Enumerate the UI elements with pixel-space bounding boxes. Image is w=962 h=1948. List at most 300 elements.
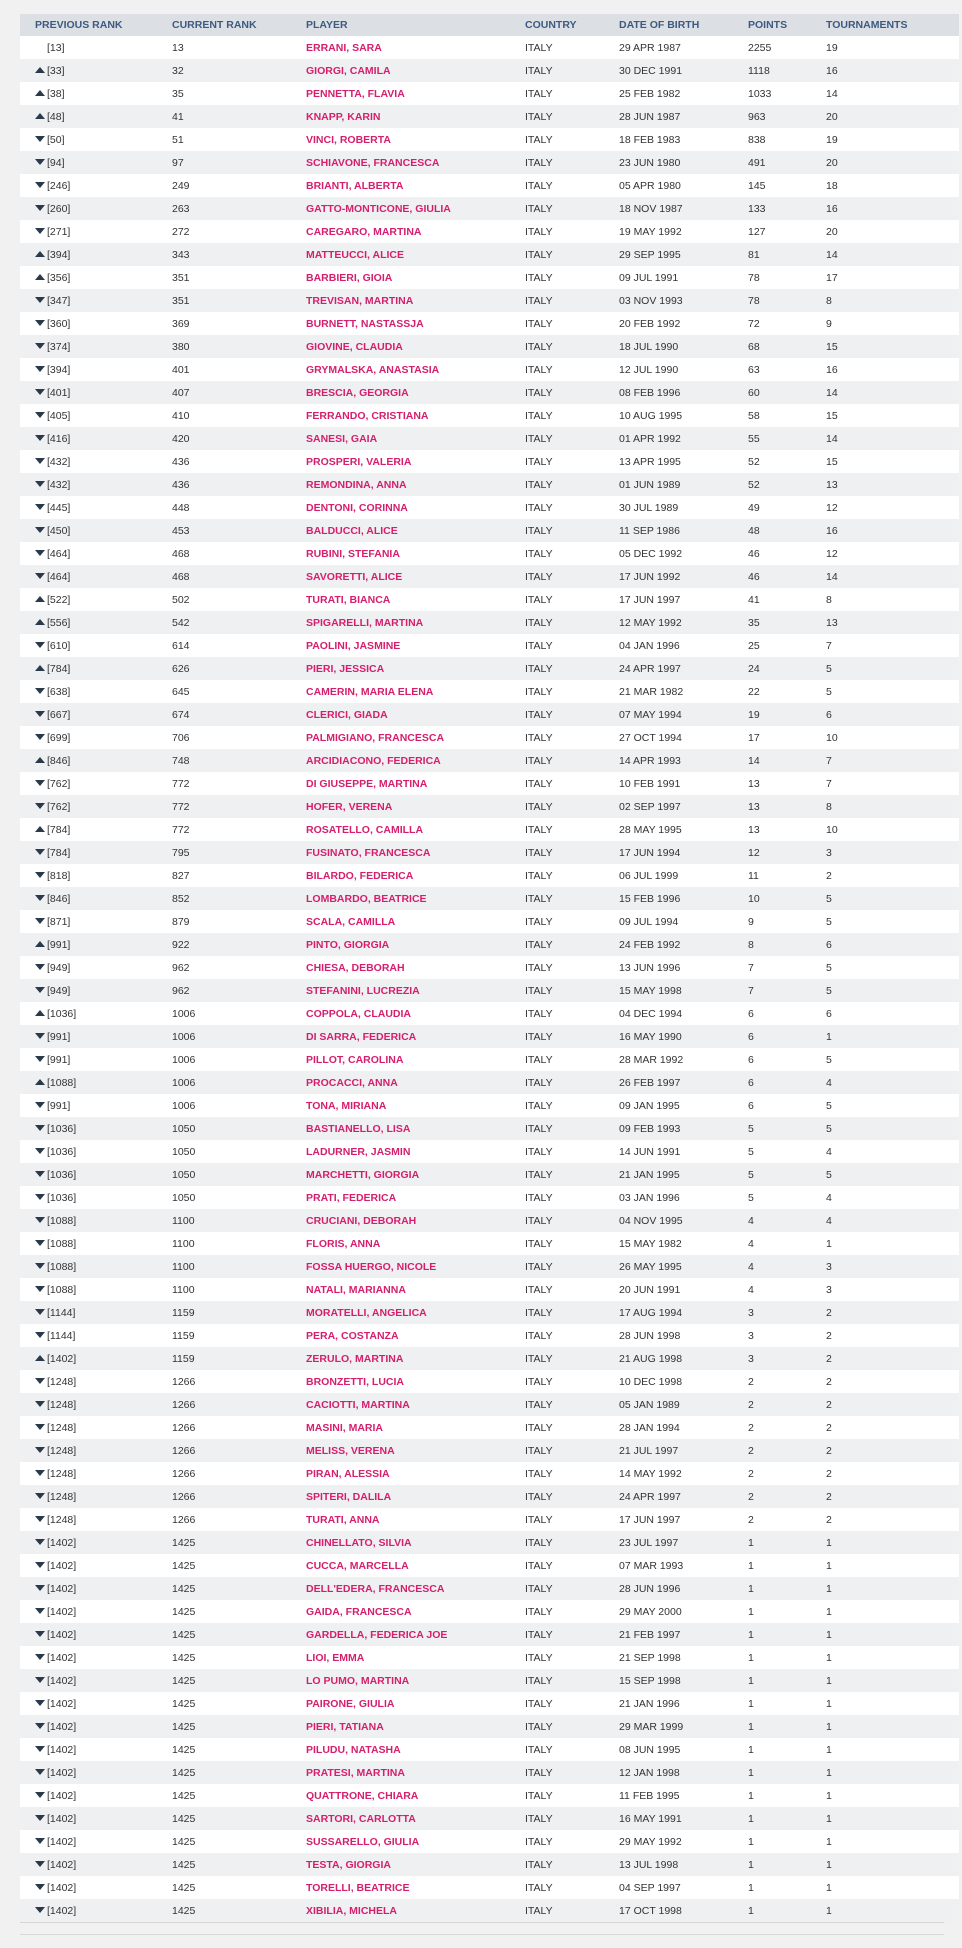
player-cell: [306, 381, 525, 404]
current-rank-cell: 1425: [172, 1646, 306, 1669]
country-cell: ITALY: [525, 1140, 619, 1163]
previous-rank-value: [1402]: [47, 1766, 77, 1779]
table-row: [20, 1416, 959, 1439]
country-cell: ITALY: [525, 105, 619, 128]
country-cell: ITALY: [525, 933, 619, 956]
country-cell: ITALY: [525, 1554, 619, 1577]
previous-rank-cell: [20, 795, 172, 818]
player-link[interactable]: XIBILIA, MICHELA: [306, 1904, 397, 1917]
tournaments-cell: 12: [826, 496, 959, 519]
points-cell: 1: [748, 1853, 826, 1876]
table-row: [20, 1255, 959, 1278]
player-link[interactable]: BARBIERI, GIOIA: [306, 271, 393, 284]
table-row: [20, 36, 959, 59]
previous-rank-value: [1248]: [47, 1513, 77, 1526]
player-link[interactable]: FERRANDO, CRISTIANA: [306, 409, 429, 422]
rank-down-arrow-icon: [35, 1585, 45, 1591]
rank-down-arrow-icon: [35, 688, 45, 694]
player-link[interactable]: FUSINATO, FRANCESCA: [306, 846, 431, 859]
table-row: [20, 59, 959, 82]
previous-rank-cell: [20, 1393, 172, 1416]
current-rank-cell: 468: [172, 542, 306, 565]
date-of-birth-cell: 29 MAY 1992: [619, 1830, 748, 1853]
date-of-birth-cell: 15 MAY 1998: [619, 979, 748, 1002]
player-link[interactable]: ROSATELLO, CAMILLA: [306, 823, 424, 836]
table-row: [20, 703, 959, 726]
player-link[interactable]: GIORGI, CAMILA: [306, 64, 391, 77]
player-cell: [306, 496, 525, 519]
player-link[interactable]: BRESCIA, GEORGIA: [306, 386, 409, 399]
player-cell: [306, 450, 525, 473]
current-rank-cell: 1425: [172, 1669, 306, 1692]
player-link[interactable]: ERRANI, SARA: [306, 41, 382, 54]
date-of-birth-cell: 03 JAN 1996: [619, 1186, 748, 1209]
country-cell: ITALY: [525, 887, 619, 910]
player-link[interactable]: CRUCIANI, DEBORAH: [306, 1214, 417, 1227]
country-cell: ITALY: [525, 1738, 619, 1761]
player-link[interactable]: REMONDINA, ANNA: [306, 478, 407, 491]
player-link[interactable]: MELISS, VERENA: [306, 1444, 395, 1457]
date-of-birth-cell: 30 DEC 1991: [619, 59, 748, 82]
current-rank-cell: 51: [172, 128, 306, 151]
table-row: [20, 1117, 959, 1140]
previous-rank-cell: [20, 1876, 172, 1899]
previous-rank-value: [271]: [47, 225, 71, 238]
player-link[interactable]: BURNETT, NASTASSJA: [306, 317, 424, 330]
previous-rank-cell: [20, 933, 172, 956]
country-cell: ITALY: [525, 703, 619, 726]
column-header-tournaments[interactable]: TOURNAMENTS: [826, 14, 959, 36]
player-link[interactable]: PROSPERI, VALERIA: [306, 455, 412, 468]
current-rank-cell: 1266: [172, 1485, 306, 1508]
previous-rank-value: [432]: [47, 455, 71, 468]
player-link[interactable]: GAIDA, FRANCESCA: [306, 1605, 412, 1618]
player-link[interactable]: PINTO, GIORGIA: [306, 938, 390, 951]
player-cell: [306, 864, 525, 887]
player-link[interactable]: FLORIS, ANNA: [306, 1237, 381, 1250]
rank-down-arrow-icon: [35, 1493, 45, 1499]
country-cell: ITALY: [525, 1301, 619, 1324]
player-link[interactable]: PIRAN, ALESSIA: [306, 1467, 390, 1480]
country-cell: ITALY: [525, 611, 619, 634]
tournaments-cell: 15: [826, 404, 959, 427]
current-rank-cell: 1050: [172, 1186, 306, 1209]
player-cell: [306, 151, 525, 174]
tournaments-cell: 7: [826, 749, 959, 772]
date-of-birth-cell: 17 JUN 1997: [619, 1508, 748, 1531]
tournaments-cell: 1: [826, 1692, 959, 1715]
player-link[interactable]: GARDELLA, FEDERICA JOE: [306, 1628, 448, 1641]
table-row: [20, 680, 959, 703]
country-cell: ITALY: [525, 1209, 619, 1232]
tournaments-cell: 9: [826, 312, 959, 335]
player-link[interactable]: SANESI, GAIA: [306, 432, 378, 445]
date-of-birth-cell: 23 JUN 1980: [619, 151, 748, 174]
previous-rank-value: [846]: [47, 754, 71, 767]
player-link[interactable]: CHINELLATO, SILVIA: [306, 1536, 412, 1549]
player-link[interactable]: LO PUMO, MARTINA: [306, 1674, 410, 1687]
current-rank-cell: 1425: [172, 1830, 306, 1853]
current-rank-cell: 542: [172, 611, 306, 634]
date-of-birth-cell: 29 MAY 2000: [619, 1600, 748, 1623]
previous-rank-cell: [20, 1370, 172, 1393]
points-cell: 52: [748, 450, 826, 473]
player-link[interactable]: PROCACCI, ANNA: [306, 1076, 398, 1089]
points-cell: 58: [748, 404, 826, 427]
points-cell: 7: [748, 979, 826, 1002]
table-row: [20, 197, 959, 220]
player-cell: [306, 105, 525, 128]
date-of-birth-cell: 12 MAY 1992: [619, 611, 748, 634]
previous-rank-value: [33]: [47, 64, 65, 77]
player-cell: [306, 979, 525, 1002]
previous-rank-cell: [20, 381, 172, 404]
previous-rank-value: [1402]: [47, 1352, 77, 1365]
previous-rank-value: [1088]: [47, 1283, 77, 1296]
player-link[interactable]: GRYMALSKA, ANASTASIA: [306, 363, 440, 376]
tournaments-cell: 8: [826, 289, 959, 312]
date-of-birth-cell: 20 JUN 1991: [619, 1278, 748, 1301]
player-link[interactable]: SARTORI, CARLOTTA: [306, 1812, 416, 1825]
points-cell: 35: [748, 611, 826, 634]
date-of-birth-cell: 16 MAY 1991: [619, 1807, 748, 1830]
player-link[interactable]: PRATESI, MARTINA: [306, 1766, 405, 1779]
rank-down-arrow-icon: [35, 1677, 45, 1683]
previous-rank-value: [416]: [47, 432, 71, 445]
rank-down-arrow-icon: [35, 136, 45, 142]
player-link[interactable]: CLERICI, GIADA: [306, 708, 388, 721]
date-of-birth-cell: 24 APR 1997: [619, 657, 748, 680]
rank-down-arrow-icon: [35, 550, 45, 556]
player-link[interactable]: BASTIANELLO, LISA: [306, 1122, 411, 1135]
previous-rank-value: [1144]: [47, 1329, 76, 1342]
player-link[interactable]: SCALA, CAMILLA: [306, 915, 396, 928]
player-link[interactable]: STEFANINI, LUCREZIA: [306, 984, 420, 997]
column-header-previous-rank[interactable]: PREVIOUS RANK: [20, 14, 172, 36]
date-of-birth-cell: 21 JAN 1995: [619, 1163, 748, 1186]
points-cell: 1118: [748, 59, 826, 82]
player-link[interactable]: BRIANTI, ALBERTA: [306, 179, 404, 192]
date-of-birth-cell: 16 MAY 1990: [619, 1025, 748, 1048]
player-link[interactable]: SPIGARELLI, MARTINA: [306, 616, 424, 629]
table-row: [20, 1738, 959, 1761]
player-link[interactable]: BALDUCCI, ALICE: [306, 524, 398, 537]
player-link[interactable]: PENNETTA, FLAVIA: [306, 87, 405, 100]
date-of-birth-cell: 03 NOV 1993: [619, 289, 748, 312]
tournaments-cell: 5: [826, 657, 959, 680]
player-link[interactable]: FOSSA HUERGO, NICOLE: [306, 1260, 437, 1273]
player-link[interactable]: DELL'EDERA, FRANCESCA: [306, 1582, 445, 1595]
rank-down-arrow-icon: [35, 1148, 45, 1154]
player-link[interactable]: SUSSARELLO, GIULIA: [306, 1835, 420, 1848]
current-rank-cell: 1100: [172, 1278, 306, 1301]
country-cell: ITALY: [525, 1232, 619, 1255]
tournaments-cell: 1: [826, 1761, 959, 1784]
previous-rank-cell: [20, 1899, 172, 1922]
country-cell: ITALY: [525, 312, 619, 335]
rank-down-arrow-icon: [35, 435, 45, 441]
previous-rank-cell: [20, 243, 172, 266]
previous-rank-cell: [20, 1462, 172, 1485]
player-link[interactable]: TREVISAN, MARTINA: [306, 294, 414, 307]
points-cell: 1: [748, 1623, 826, 1646]
tournaments-cell: 1: [826, 1600, 959, 1623]
player-link[interactable]: ARCIDIACONO, FEDERICA: [306, 754, 441, 767]
current-rank-cell: 1159: [172, 1324, 306, 1347]
player-cell: [306, 1278, 525, 1301]
rank-down-arrow-icon: [35, 1056, 45, 1062]
tournaments-cell: 14: [826, 381, 959, 404]
points-cell: 78: [748, 266, 826, 289]
rank-down-arrow-icon: [35, 1631, 45, 1637]
previous-rank-value: [1402]: [47, 1628, 77, 1641]
column-header-player[interactable]: PLAYER: [306, 14, 525, 36]
points-cell: 46: [748, 542, 826, 565]
current-rank-cell: 436: [172, 473, 306, 496]
points-cell: 1: [748, 1692, 826, 1715]
player-cell: [306, 956, 525, 979]
date-of-birth-cell: 28 MAR 1992: [619, 1048, 748, 1071]
country-cell: ITALY: [525, 634, 619, 657]
rank-down-arrow-icon: [35, 1746, 45, 1752]
tournaments-cell: 2: [826, 864, 959, 887]
player-cell: [306, 427, 525, 450]
current-rank-cell: 674: [172, 703, 306, 726]
previous-rank-cell: [20, 1209, 172, 1232]
table-row: [20, 1186, 959, 1209]
table-row: [20, 496, 959, 519]
previous-rank-value: [1036]: [47, 1007, 77, 1020]
player-cell: [306, 1600, 525, 1623]
rank-down-arrow-icon: [35, 458, 45, 464]
player-link[interactable]: SAVORETTI, ALICE: [306, 570, 403, 583]
tournaments-cell: 6: [826, 933, 959, 956]
rank-down-arrow-icon: [35, 320, 45, 326]
player-cell: [306, 657, 525, 680]
table-row: [20, 1278, 959, 1301]
player-link[interactable]: ZERULO, MARTINA: [306, 1352, 404, 1365]
date-of-birth-cell: 04 SEP 1997: [619, 1876, 748, 1899]
date-of-birth-cell: 28 MAY 1995: [619, 818, 748, 841]
country-cell: ITALY: [525, 1853, 619, 1876]
rank-down-arrow-icon: [35, 1654, 45, 1660]
previous-rank-cell: [20, 1577, 172, 1600]
table-row: [20, 1002, 959, 1025]
player-link[interactable]: DENTONI, CORINNA: [306, 501, 408, 514]
previous-rank-cell: [20, 887, 172, 910]
previous-rank-value: [818]: [47, 869, 71, 882]
points-cell: 133: [748, 197, 826, 220]
country-cell: ITALY: [525, 542, 619, 565]
player-link[interactable]: LIOI, EMMA: [306, 1651, 365, 1664]
previous-rank-cell: [20, 634, 172, 657]
previous-rank-value: [1248]: [47, 1467, 77, 1480]
player-link[interactable]: DI SARRA, FEDERICA: [306, 1030, 417, 1043]
country-cell: ITALY: [525, 128, 619, 151]
tournaments-cell: 14: [826, 243, 959, 266]
player-link[interactable]: CUCCA, MARCELLA: [306, 1559, 409, 1572]
tournaments-cell: 2: [826, 1416, 959, 1439]
player-link[interactable]: SPITERI, DALILA: [306, 1490, 392, 1503]
country-cell: ITALY: [525, 1186, 619, 1209]
table-row: [20, 151, 959, 174]
column-header-date-of-birth[interactable]: DATE OF BIRTH: [619, 14, 748, 36]
player-link[interactable]: CAREGARO, MARTINA: [306, 225, 422, 238]
points-cell: 5: [748, 1163, 826, 1186]
rank-down-arrow-icon: [35, 1470, 45, 1476]
player-link[interactable]: HOFER, VERENA: [306, 800, 393, 813]
date-of-birth-cell: 10 FEB 1991: [619, 772, 748, 795]
table-row: [20, 312, 959, 335]
player-link[interactable]: BRONZETTI, LUCIA: [306, 1375, 404, 1388]
player-link[interactable]: COPPOLA, CLAUDIA: [306, 1007, 411, 1020]
player-link[interactable]: BILARDO, FEDERICA: [306, 869, 414, 882]
current-rank-cell: 1425: [172, 1853, 306, 1876]
previous-rank-cell: [20, 312, 172, 335]
player-cell: [306, 1163, 525, 1186]
player-link[interactable]: LOMBARDO, BEATRICE: [306, 892, 427, 905]
player-link[interactable]: PRATI, FEDERICA: [306, 1191, 397, 1204]
rank-down-arrow-icon: [35, 803, 45, 809]
previous-rank-cell: [20, 1232, 172, 1255]
rank-up-arrow-icon: [35, 596, 45, 602]
date-of-birth-cell: 02 SEP 1997: [619, 795, 748, 818]
current-rank-cell: 1266: [172, 1439, 306, 1462]
player-link[interactable]: NATALI, MARIANNA: [306, 1283, 406, 1296]
column-header-points[interactable]: POINTS: [748, 14, 826, 36]
player-link[interactable]: CACIOTTI, MARTINA: [306, 1398, 410, 1411]
current-rank-cell: 827: [172, 864, 306, 887]
tournaments-cell: 5: [826, 979, 959, 1002]
previous-rank-cell: [20, 1600, 172, 1623]
current-rank-cell: 1425: [172, 1761, 306, 1784]
points-cell: 6: [748, 1048, 826, 1071]
player-link[interactable]: PIERI, JESSICA: [306, 662, 385, 675]
points-cell: 52: [748, 473, 826, 496]
player-link[interactable]: PALMIGIANO, FRANCESCA: [306, 731, 445, 744]
country-cell: ITALY: [525, 1508, 619, 1531]
player-link[interactable]: TURATI, BIANCA: [306, 593, 391, 606]
table-row: [20, 1531, 959, 1554]
country-cell: ITALY: [525, 404, 619, 427]
points-cell: 78: [748, 289, 826, 312]
tournaments-cell: 4: [826, 1071, 959, 1094]
player-link[interactable]: PAOLINI, JASMINE: [306, 639, 401, 652]
player-link[interactable]: SCHIAVONE, FRANCESCA: [306, 156, 440, 169]
player-cell: [306, 1715, 525, 1738]
table-row: [20, 795, 959, 818]
tournaments-cell: 1: [826, 1807, 959, 1830]
previous-rank-value: [522]: [47, 593, 71, 606]
player-cell: [306, 1508, 525, 1531]
rank-down-arrow-icon: [35, 895, 45, 901]
current-rank-cell: 1266: [172, 1508, 306, 1531]
player-link[interactable]: CHIESA, DEBORAH: [306, 961, 405, 974]
previous-rank-value: [38]: [47, 87, 65, 100]
points-cell: 963: [748, 105, 826, 128]
player-cell: [306, 841, 525, 864]
player-link[interactable]: PIERI, TATIANA: [306, 1720, 384, 1733]
country-cell: ITALY: [525, 1577, 619, 1600]
player-cell: [306, 1531, 525, 1554]
country-cell: ITALY: [525, 36, 619, 59]
points-cell: 2: [748, 1370, 826, 1393]
date-of-birth-cell: 24 FEB 1992: [619, 933, 748, 956]
current-rank-cell: 1425: [172, 1784, 306, 1807]
player-link[interactable]: TURATI, ANNA: [306, 1513, 380, 1526]
player-cell: [306, 749, 525, 772]
player-link[interactable]: TORELLI, BEATRICE: [306, 1881, 410, 1894]
column-header-country[interactable]: COUNTRY: [525, 14, 619, 36]
player-link[interactable]: MASINI, MARIA: [306, 1421, 383, 1434]
table-row: [20, 749, 959, 772]
player-link[interactable]: KNAPP, KARIN: [306, 110, 381, 123]
country-cell: ITALY: [525, 473, 619, 496]
current-rank-cell: 772: [172, 795, 306, 818]
country-cell: ITALY: [525, 1485, 619, 1508]
previous-rank-cell: [20, 473, 172, 496]
points-cell: 1: [748, 1738, 826, 1761]
player-link[interactable]: DI GIUSEPPE, MARTINA: [306, 777, 428, 790]
player-link[interactable]: PAIRONE, GIULIA: [306, 1697, 395, 1710]
date-of-birth-cell: 06 JUL 1999: [619, 864, 748, 887]
current-rank-cell: 1006: [172, 1048, 306, 1071]
player-link[interactable]: GATTO-MONTICONE, GIULIA: [306, 202, 451, 215]
player-link[interactable]: CAMERIN, MARIA ELENA: [306, 685, 434, 698]
tournaments-cell: 2: [826, 1462, 959, 1485]
previous-rank-cell: [20, 358, 172, 381]
player-link[interactable]: MARCHETTI, GIORGIA: [306, 1168, 420, 1181]
player-link[interactable]: TESTA, GIORGIA: [306, 1858, 391, 1871]
player-link[interactable]: LADURNER, JASMIN: [306, 1145, 411, 1158]
player-link[interactable]: MORATELLI, ANGELICA: [306, 1306, 427, 1319]
points-cell: 145: [748, 174, 826, 197]
date-of-birth-cell: 10 DEC 1998: [619, 1370, 748, 1393]
date-of-birth-cell: 28 JAN 1994: [619, 1416, 748, 1439]
player-link[interactable]: MATTEUCCI, ALICE: [306, 248, 404, 261]
player-link[interactable]: VINCI, ROBERTA: [306, 133, 391, 146]
player-cell: [306, 1876, 525, 1899]
player-cell: [306, 220, 525, 243]
current-rank-cell: 1006: [172, 1002, 306, 1025]
points-cell: 49: [748, 496, 826, 519]
rank-down-arrow-icon: [35, 1378, 45, 1384]
table-row: [20, 565, 959, 588]
current-rank-cell: 97: [172, 151, 306, 174]
player-cell: [306, 1830, 525, 1853]
column-header-current-rank[interactable]: CURRENT RANK: [172, 14, 306, 36]
current-rank-cell: 772: [172, 772, 306, 795]
current-rank-cell: 1006: [172, 1025, 306, 1048]
table-row: [20, 1807, 959, 1830]
date-of-birth-cell: 17 OCT 1998: [619, 1899, 748, 1922]
points-cell: 2: [748, 1508, 826, 1531]
player-link[interactable]: GIOVINE, CLAUDIA: [306, 340, 403, 353]
player-link[interactable]: TONA, MIRIANA: [306, 1099, 387, 1112]
player-link[interactable]: PILUDU, NATASHA: [306, 1743, 401, 1756]
previous-rank-cell: [20, 1669, 172, 1692]
previous-rank-cell: [20, 450, 172, 473]
player-link[interactable]: PILLOT, CAROLINA: [306, 1053, 404, 1066]
points-cell: 1: [748, 1531, 826, 1554]
player-cell: [306, 1554, 525, 1577]
tournaments-cell: 5: [826, 1048, 959, 1071]
player-cell: [306, 1025, 525, 1048]
points-cell: 63: [748, 358, 826, 381]
player-link[interactable]: QUATTRONE, CHIARA: [306, 1789, 419, 1802]
player-link[interactable]: RUBINI, STEFANIA: [306, 547, 400, 560]
player-link[interactable]: PERA, COSTANZA: [306, 1329, 399, 1342]
